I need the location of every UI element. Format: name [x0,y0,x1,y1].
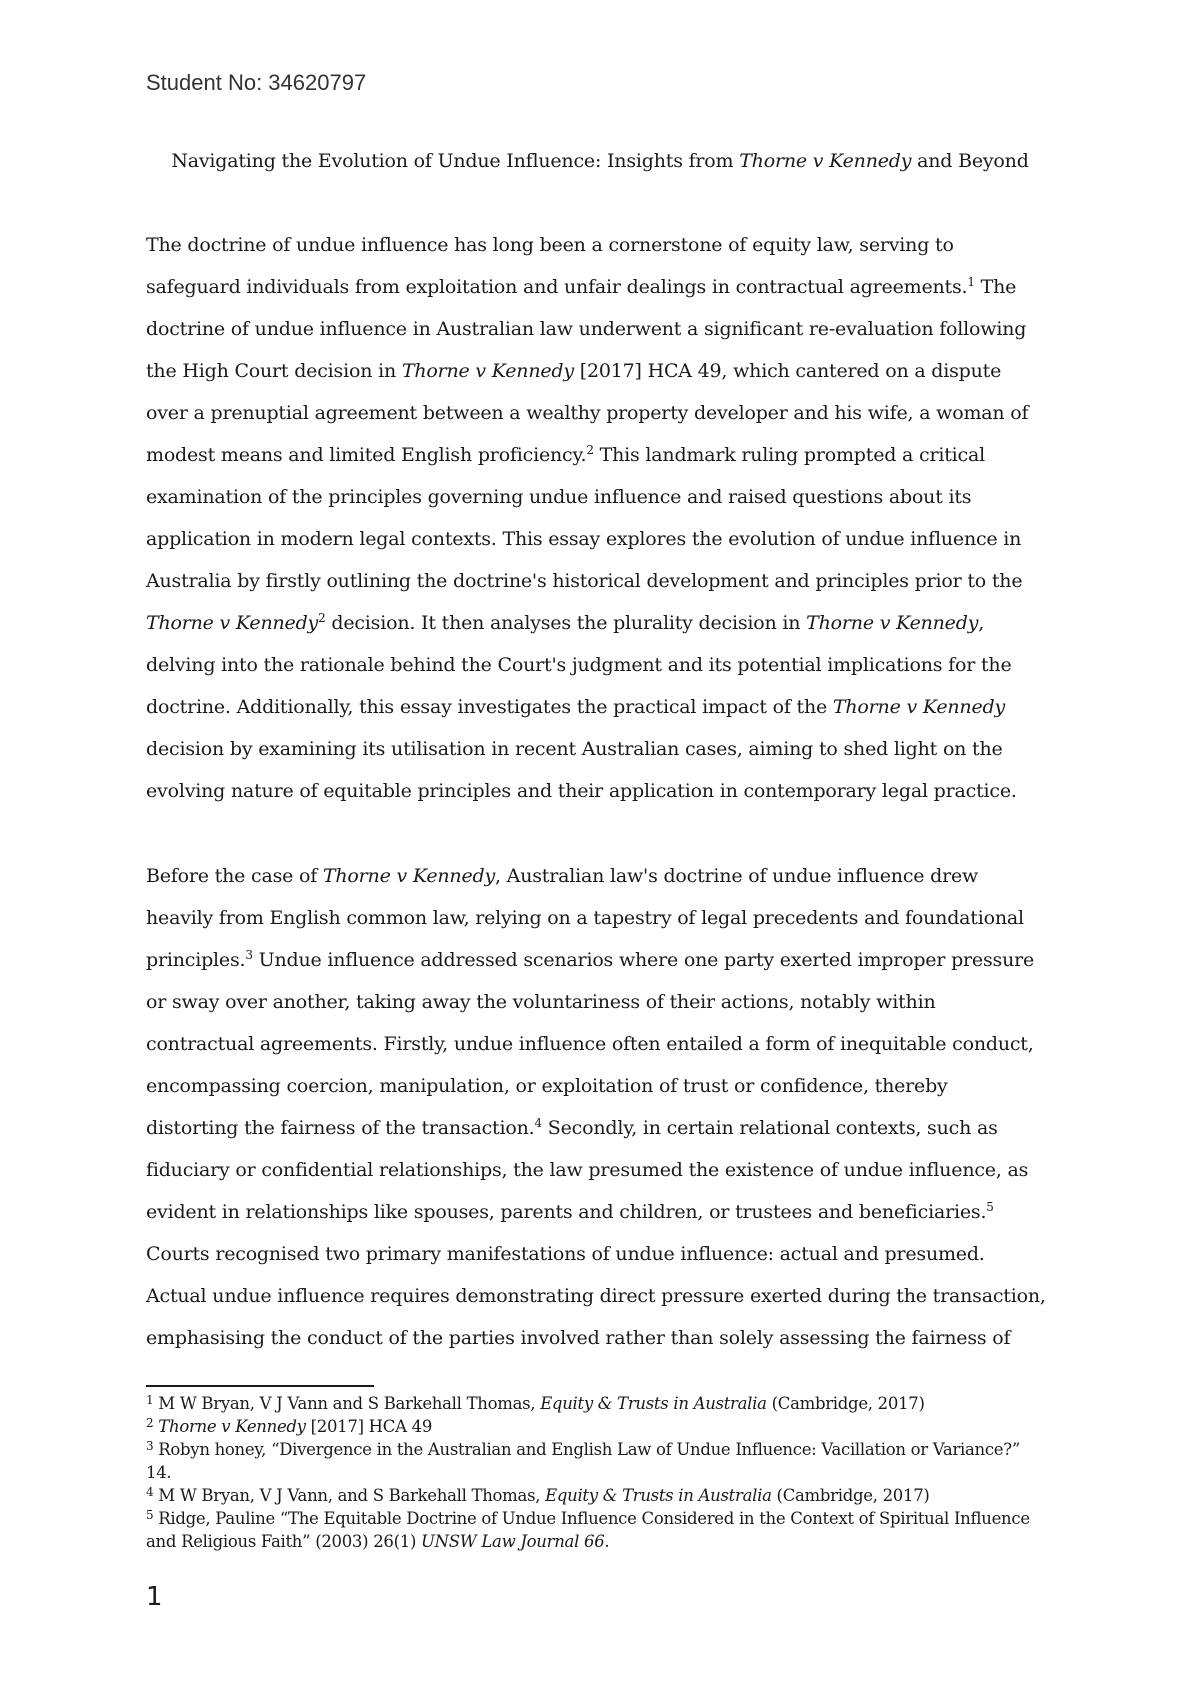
footnote-4: $^4$ M W Bryan, V J Vann, and S Barkehall Thomas, Equity & Trusts in Australia (Cambridge, 2017) [146,1485,930,1505]
footnotes [146,1392,1076,1553]
footnote-ref-1[interactable]: 1 [967,275,975,289]
p2-line: emphasising the conduct of the parties involved rather than solely assessing the fairness of [146,1327,1011,1349]
case-name: Thorne v Kennedy [322,865,495,887]
p1-line: Thorne v Kennedy$^2$ decision. It then analyses the plurality decision in Thorne v Kennedy, [146,611,985,634]
student-number-header: Student No: 34620797 [146,70,367,95]
footnote-5: $^5$ Ridge, Pauline “The Equitable Doctrine of Undue Influence Considered in the Context of Spiritual Influence [146,1508,1030,1528]
p2-line: Actual undue influence requires demonstrating direct pressure exerted during the transaction, [146,1285,1046,1307]
p1-line: the High Court decision in Thorne v Kennedy [2017] HCA 49, which cantered on a dispute [146,360,1002,382]
p1-line: safeguard individuals from exploitation and unfair dealings in contractual agreements.$^1$ The [146,275,1017,298]
paragraph-2 [146,855,1061,1359]
essay-title [0,146,1200,176]
p2-line: distorting the fairness of the transaction.$^4$ Secondly, in certain relational contexts, such as [146,1116,998,1139]
p1-line: application in modern legal contexts. This essay explores the evolution of undue influence in [146,528,1022,550]
p2-line: Before the case of Thorne v Kennedy, Australian law's doctrine of undue influence drew [146,865,979,887]
p1-line: The doctrine of undue influence has long been a cornerstone of equity law, serving to [146,234,954,256]
p1-line: doctrine. Additionally, this essay investigates the practical impact of the Thorne v Kennedy [146,696,1005,718]
case-name: Thorne v Kennedy [401,360,574,382]
p2-line: encompassing coercion, manipulation, or exploitation of trust or confidence, thereby [146,1075,948,1097]
p1-line: examination of the principles governing undue influence and raised questions about its [146,486,972,508]
title-text: Navigating the Evolution of Undue Influence: Insights from [171,150,740,172]
footnote-3: $^3$ Robyn honey, “Divergence in the Australian and English Law of Undue Influence: Vacillation or Variance?” [146,1439,1020,1459]
p2-line: heavily from English common law, relying on a tapestry of legal precedents and foundational [146,907,1024,929]
p2-line: contractual agreements. Firstly, undue influence often entailed a form of inequitable conduct, [146,1033,1034,1055]
paragraph-1 [146,224,1061,812]
p2-line: or sway over another, taking away the voluntariness of their actions, notably within [146,991,936,1013]
case-name: Thorne v Kennedy [832,696,1005,718]
p2-line: evident in relationships like spouses, parents and children, or trustees and beneficiaries.$^5$ [146,1200,994,1223]
p2-line: principles.$^3$ Undue influence addressed scenarios where one party exerted improper pressure [146,948,1035,971]
p2-line: fiduciary or confidential relationships, the law presumed the existence of undue influence, as [146,1159,1029,1181]
case-name: Thorne v Kennedy [146,612,319,634]
p1-line: over a prenuptial agreement between a wealthy property developer and his wife, a woman of [146,402,1029,424]
title-case-name: Thorne v Kennedy [739,150,912,172]
footnote-ref-3[interactable]: 3 [245,948,253,962]
title-text-end: and Beyond [911,150,1029,172]
p1-line: evolving nature of equitable principles and their application in contemporary legal practice. [146,780,1017,802]
p1-line: delving into the rationale behind the Court's judgment and its potential implications for the [146,654,1012,676]
footnote-3-cont: 14. [146,1463,172,1482]
case-name: Thorne v Kennedy [806,612,979,634]
footnote-ref-5[interactable]: 5 [986,1200,994,1214]
p1-line: Australia by firstly outlining the doctrine's historical development and principles prior to the [146,570,1023,592]
p1-line: modest means and limited English proficiency.$^2$ This landmark ruling prompted a critical [146,443,985,466]
footnote-2: $^2$ Thorne v Kennedy [2017] HCA 49 [146,1416,433,1436]
footnote-separator [146,1385,374,1387]
p1-line: doctrine of undue influence in Australian law underwent a significant re-evaluation following [146,318,1027,340]
footnote-ref-2[interactable]: 2 [586,443,594,457]
p2-line: Courts recognised two primary manifestations of undue influence: actual and presumed. [146,1243,985,1265]
footnote-1: $^1$ M W Bryan, V J Vann and S Barkehall Thomas, Equity & Trusts in Australia (Cambridge, 2017) [146,1393,925,1413]
footnote-ref-4[interactable]: 4 [534,1116,542,1130]
footnote-ref-2[interactable]: 2 [318,611,326,625]
footnote-5-cont: and Religious Faith” (2003) 26(1) UNSW Law Journal 66. [146,1532,610,1551]
page-number: 1 [146,1582,163,1612]
p1-line: decision by examining its utilisation in recent Australian cases, aiming to shed light on the [146,738,1003,760]
